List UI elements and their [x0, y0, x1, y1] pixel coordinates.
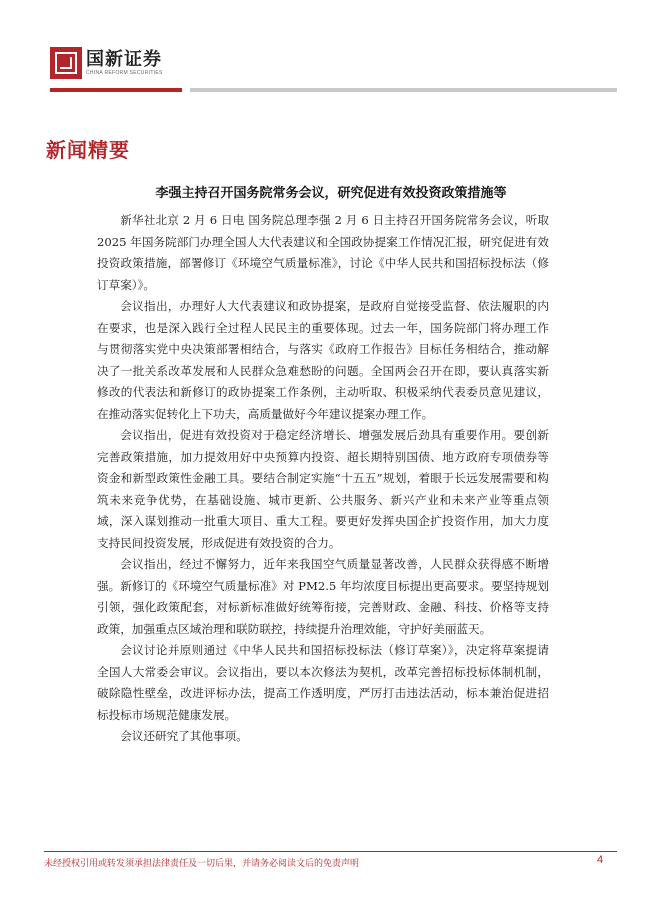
article-paragraph: 会议还研究了其他事项。 [120, 729, 248, 743]
page-number: 4 [597, 854, 604, 866]
footer-disclaimer: 未经授权引用或转发须承担法律责任及一切后果，并请务必阅读文后的免责声明 [44, 859, 360, 869]
logo-text [86, 50, 163, 77]
header-accent-bar [50, 88, 182, 92]
logo-name-en: CHINA REFORM SECURITIES [86, 69, 163, 76]
logo-mark-icon [50, 47, 82, 79]
footer-divider [44, 851, 617, 852]
article-paragraph: 会议指出，办理好人大代表建议和政协提案，是政府自觉接受监督、依法履职的内在要求，也是深入践行全过程人民民主的重要体现。过去一年，国务院部门将办理工作与贯彻落实党中央决策部署相结合，与落实《政府工作报告》目标任务相结合，推动解决了一批关系改革发展和人民群众急难愁盼的问题。全国两会召开在即，要认真落实新修改的代表法和新修订的政协提案工作条例，主动听取、积极采纳代表委员意见建议，在推动落实促转化上下功夫，高质量做好今年建议提案办理工作。 [97, 299, 549, 421]
article-title: 李强主持召开国务院常务会议，研究促进有效投资政策措施等 [155, 186, 507, 201]
article-paragraph: 会议讨论并原则通过《中华人民共和国招标投标法（修订草案）》，决定将草案提请全国人大常委会审议。会议指出，要以本次修法为契机，改革完善招标投标体制机制，破除隐性壁垒，改进评标办法，提高工作透明度，严厉打击违法活动，标本兼治促进招标投标市场规范健康发展。 [97, 643, 549, 722]
section-title: 新闻精要 [46, 138, 130, 162]
header-divider-bar [190, 88, 617, 92]
article-body [97, 210, 549, 748]
article-paragraph: 会议指出，促进有效投资对于稳定经济增长、增强发展后劲具有重要作用。要创新完善政策措施，加力提效用好中央预算内投资、超长期特别国债、地方政府专项债券等资金和新型政策性金融工具。要结合制定实施“十五五”规划，着眼于长远发展需要和构筑未来竞争优势，在基础设施、城市更新、公共服务、新兴产业和未来产业等重点领域，深入谋划推动一批重大项目、重大工程。要更好发挥央国企扩投资作用，加大力度支持民间投资发展，形成促进有效投资的合力。 [97, 428, 549, 550]
company-logo [50, 47, 163, 79]
article-paragraph: 新华社北京 2 月 6 日电 国务院总理李强 2 月 6 日主持召开国务院常务会议，听取 2025 年国务院部门办理全国人大代表建议和全国政协提案工作情况汇报，研究促进有效投资政策措施，部署修订《环境空气质量标准》，讨论《中华人民共和国招标投标法（修订草案）》。 [97, 213, 549, 292]
logo-name-cn: 国新证券 [86, 48, 162, 70]
article-paragraph: 会议指出，经过不懈努力，近年来我国空气质量显著改善，人民群众获得感不断增强。新修订的《环境空气质量标准》对 PM2.5 年均浓度目标提出更高要求。要坚持规划引领，强化政策配套，对标新标准做好统筹衔接，完善财政、金融、科技、价格等支持政策，加强重点区域治理和联防联控，持续提升治理效能，守护好美丽蓝天。 [97, 557, 549, 636]
